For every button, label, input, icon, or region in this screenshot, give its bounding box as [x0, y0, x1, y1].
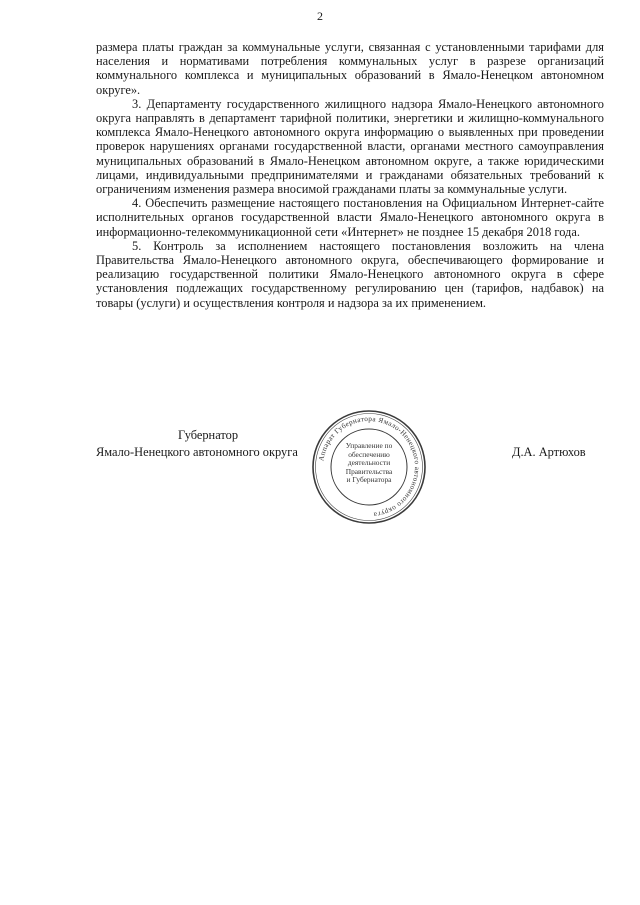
stamp-line: Правительства [345, 466, 393, 476]
stamp-ring-text: Аппарат Губернатора Ямало-Ненецкого автономного округа [317, 414, 422, 519]
paragraph-item-5: 5. Контроль за исполнением настоящего постановления возложить на члена Правительства Ямало-Ненецкого автономного округа, обеспечивающего формирование и реализацию государственной политики Ямало-Ненецкого автономного округа в сфере установления подлежащих государственному регулированию цен (тарифов, надбавок) на товары (услуги) и осуществления контроля и надзора за их применением. [96, 238, 604, 310]
paragraph-continuation: размера платы граждан за коммунальные услуги, связанная с установленными тарифами для населения и нормативами потребления коммунальных услуг в разрезе организаций коммунального комплекса и муниципальных образований в Ямало-Ненецком автономном округе». [96, 40, 604, 97]
paragraph-item-4: 4. Обеспечить размещение настоящего постановления на Официальном Интернет-сайте исполнительных органов государственной власти Ямало-Ненецкого автономного округа в информационно-телекоммуникационной сети «Интернет» не позднее 15 декабря 2018 года. [96, 196, 604, 239]
signatory-name: Д.А. Артюхов [512, 445, 586, 459]
stamp-line: деятельности [347, 458, 391, 468]
stamp-line: и Губернатора [346, 475, 392, 485]
signatory-region: Ямало-Ненецкого автономного округа [96, 445, 298, 459]
page-number: 2 [317, 9, 323, 23]
document-body [96, 40, 604, 310]
official-stamp [310, 408, 428, 526]
stamp-line: Управление по [345, 441, 393, 450]
signature-block [0, 414, 640, 548]
paragraph-item-3: 3. Департаменту государственного жилищного надзора Ямало-Ненецкого автономного округа направлять в департамент тарифной политики, энергетики и жилищно-коммунального комплекса Ямало-Ненецкого автономного округа информацию о выявленных при проведении проверок нарушениях органами государственной власти, органами местного самоуправления муниципальных образований в Ямало-Ненецком автономном округе, а также юридическими лицами, индивидуальными предпринимателями и гражданами обязательных требований к ограничениям изменения размера вносимой гражданами платы за коммунальные услуги. [96, 96, 604, 197]
signatory-title: Губернатор [178, 428, 239, 442]
stamp-center-text [328, 442, 410, 485]
stamp-line: обеспечению [348, 449, 390, 459]
